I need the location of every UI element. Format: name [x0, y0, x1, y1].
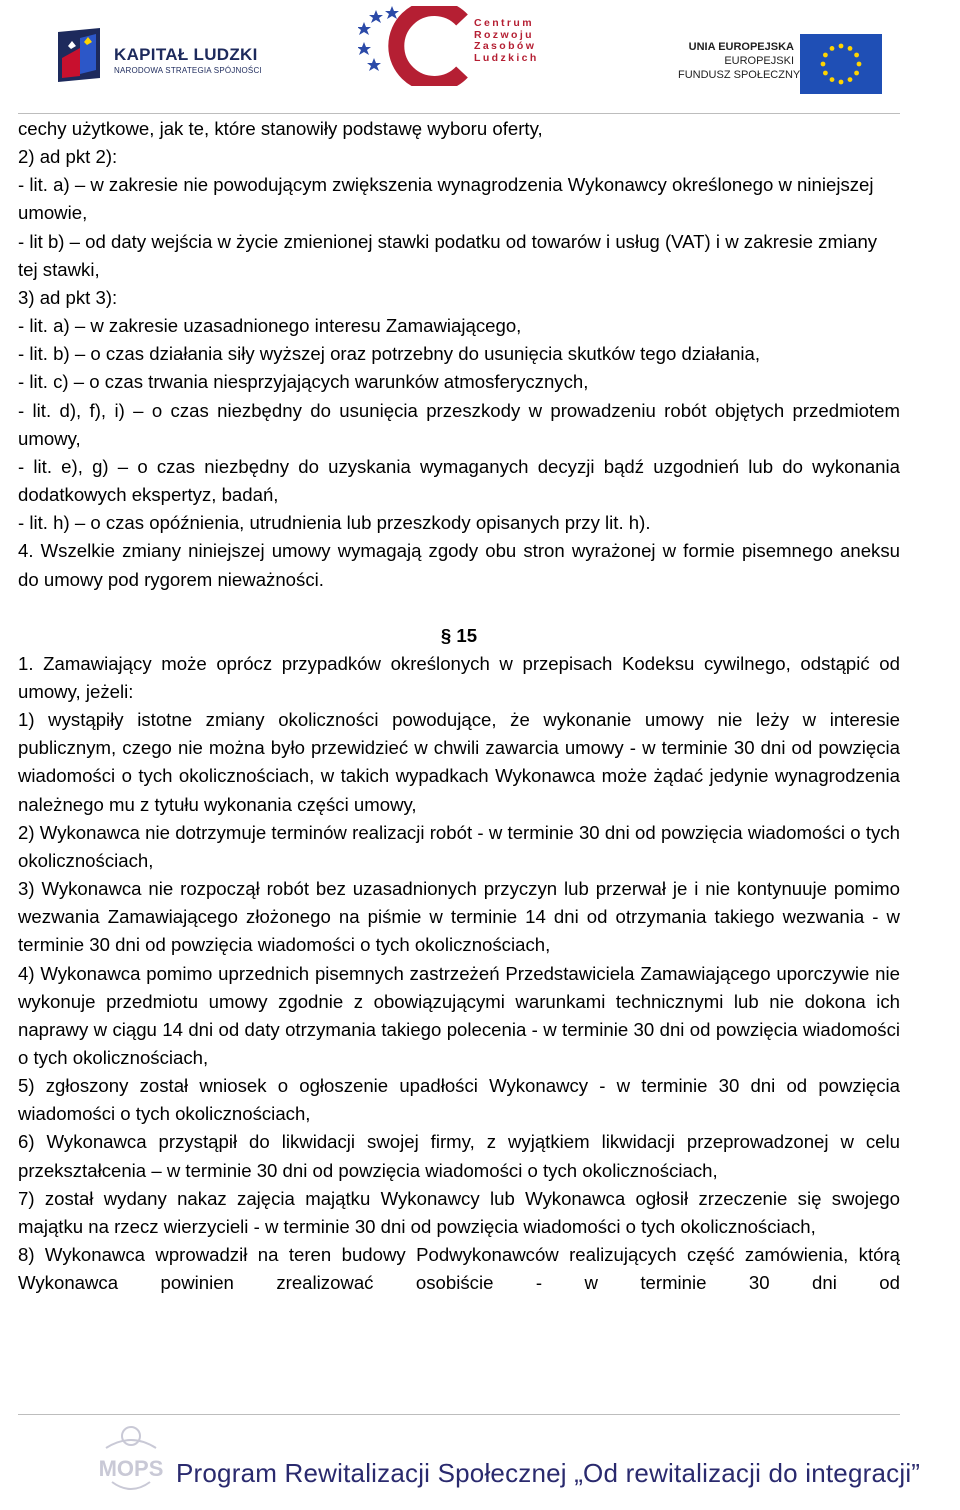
footer-program-title: Program Rewitalizacji Społecznej „Od rewitalizacji do integracji” — [176, 1458, 921, 1488]
footer-divider — [18, 1414, 900, 1415]
text-paragraph: 1. Zamawiający może oprócz przypadków określonych w przepisach Kodeksu cywilnego, odstąpić od umowy, jeżeli: — [18, 652, 900, 702]
list-item: 1) wystąpiły istotne zmiany okoliczności powodujące, że wykonanie umowy nie leży w interesie publicznym, czego nie można było przewidzieć w chwili zawarcia umowy - w terminie 30 dni od powzięcia wiadomości o tych okolicznościach, w takich wypadkach Wykonawca może żądać jedynie wynagrodzenia należnego mu z tytułu wykonania części umowy, — [18, 709, 900, 815]
crzl-line-1: Centrum — [474, 17, 534, 29]
mops-emblem-icon — [88, 1420, 174, 1504]
crzl-logo — [358, 6, 548, 86]
text-line: - lit b) – od daty wejścia w życie zmienionej stawki podatku od towarów i usług (VAT) i w zakresie zmiany tej stawki, — [18, 230, 878, 280]
document-body — [18, 115, 900, 1297]
text-line: cechy użytkowe, jak te, które stanowiły podstawę wyboru oferty, — [18, 118, 543, 139]
list-item: 8) Wykonawca wprowadził na teren budowy Podwykonawców realizujących część zamówienia, którą Wykonawca powinien zrealizować osobiście - w terminie 30 dni od — [18, 1244, 900, 1294]
section-heading: § 15 — [440, 624, 478, 646]
mops-logo — [88, 1420, 174, 1504]
crzl-line-4: Ludzkich — [474, 51, 539, 64]
header-divider — [18, 113, 900, 114]
text-line: - lit. h) – o czas opóźnienia, utrudnienia lub przeszkody opisanych przy lit. h). — [18, 512, 651, 534]
text-line: - lit. c) – o czas trwania niesprzyjających warunków atmosferycznych, — [18, 371, 589, 393]
list-item: 3) Wykonawca nie rozpoczął robót bez uzasadnionych przyczyn lub przerwał je i nie kontynuuje pomimo wezwania Zamawiającego złożonego na piśmie w terminie 14 dni od otrzymania takiego wezwania - w terminie 30 dni od powzięcia wiadomości o tych okolicznościach, — [18, 878, 900, 956]
text-line: 3) ad pkt 3): — [18, 286, 118, 308]
kapital-ludzki-subtitle: NARODOWA STRATEGIA SPÓJNOŚCI — [114, 66, 262, 75]
crzl-emblem-icon — [358, 6, 474, 86]
eu-flag-icon — [800, 34, 882, 94]
kapital-ludzki-title: KAPITAŁ LUDZKI — [114, 45, 258, 64]
eu-text — [678, 40, 801, 82]
text-line: 2) ad pkt 2): — [18, 146, 118, 168]
text-line: - lit. a) – w zakresie uzasadnionego interesu Zamawiającego, — [18, 315, 522, 337]
text-paragraph: - lit. d), f), i) – o czas niezbędny do usunięcia przeszkody w prowadzeniu robót objętych przedmiotem umowy, — [18, 399, 900, 449]
kapital-ludzki-logo — [58, 28, 273, 84]
text-line: - lit. a) – w zakresie nie powodującym zwiększenia wynagrodzenia Wykonawcy określonego w niniejszej umowie, — [18, 174, 874, 224]
list-item: 4) Wykonawca pomimo uprzednich pisemnych zastrzeżeń Przedstawiciela Zamawiającego uporczywie nie wykonuje przedmiotu umowy zgodnie z obowiązującymi warunkami technicznymi lub nie dokona ich naprawy w ciągu 14 dni od daty otrzymania takiego polecenia - w terminie 30 dni od powzięcia wiadomości o tych okolicznościach, — [18, 962, 900, 1068]
eu-line-2: EUROPEJSKI — [724, 55, 794, 67]
crzl-line-2: Rozwoju — [474, 28, 534, 41]
page-header — [0, 0, 960, 112]
eu-logo — [678, 34, 883, 96]
mops-label: MOPS — [98, 1456, 164, 1481]
list-item: 2) Wykonawca nie dotrzymuje terminów realizacji robót - w terminie 30 dni od powzięcia wiadomości o tych okolicznościach, — [18, 821, 900, 871]
list-item: 7) został wydany nakaz zajęcia majątku Wykonawcy lub Wykonawca ogłosił zrzeczenie się swojego majątku na rzecz wierzycieli - w terminie 30 dni od powzięcia wiadomości o tych okolicznościach, — [18, 1187, 900, 1237]
crzl-name — [474, 18, 539, 64]
eu-line-3: FUNDUSZ SPOŁECZNY — [678, 69, 801, 81]
crzl-line-3: Zasobów — [474, 40, 537, 52]
text-line: - lit. b) – o czas działania siły wyższej oraz potrzebny do usunięcia skutków tego działania, — [18, 343, 761, 365]
kapital-ludzki-flag-icon — [58, 28, 100, 82]
list-item: 6) Wykonawca przystąpił do likwidacji swojej firmy, z wyjątkiem likwidacji przeprowadzonej w celu przekształcenia – w terminie 30 dni od powzięcia wiadomości o tych okolicznościach, — [18, 1131, 900, 1181]
list-item: 5) zgłoszony został wniosek o ogłoszenie upadłości Wykonawcy - w terminie 30 dni od powzięcia wiadomości o tych okolicznościach, — [18, 1075, 900, 1125]
eu-line-1: UNIA EUROPEJSKA — [688, 41, 794, 53]
text-paragraph: 4. Wszelkie zmiany niniejszej umowy wymagają zgody obu stron wyrażonej w formie pisemnego aneksu do umowy pod rygorem nieważności. — [18, 540, 900, 590]
text-paragraph: - lit. e), g) – o czas niezbędny do uzyskania wymaganych decyzji bądź uzgodnień lub do wykonania dodatkowych ekspertyz, badań, — [18, 455, 900, 506]
